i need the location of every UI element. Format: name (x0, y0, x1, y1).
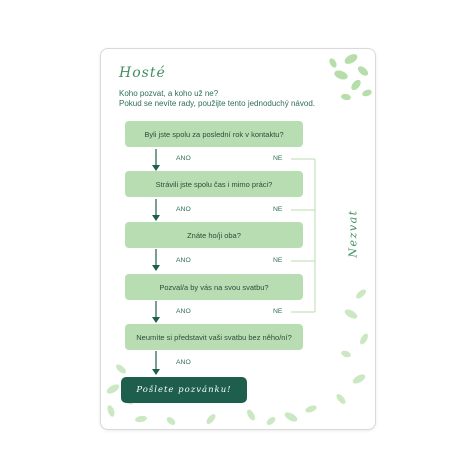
intro-line-1: Koho pozvat, a koho už ne? (119, 89, 219, 98)
question-3: Znáte ho/ji oba? (125, 222, 303, 248)
guest-guide-card (100, 48, 376, 430)
no-label: NE (273, 257, 283, 264)
question-2: Strávili jste spolu čas i mimo práci? (125, 171, 303, 197)
yes-label: ANO (176, 257, 191, 264)
do-not-invite-label: Nezvat (346, 209, 360, 258)
yes-label: ANO (176, 308, 191, 315)
intro-line-2: Pokud se nevíte rady, použijte tento jednoduchý návod. (119, 99, 315, 108)
question-1: Byli jste spolu za poslední rok v kontaktu? (125, 121, 303, 147)
yes-label: ANO (176, 155, 191, 162)
no-label: NE (273, 308, 283, 315)
final-result: Pošlete pozvánku! (121, 377, 247, 403)
question-5: Neumíte si představit vaši svatbu bez něho/ní? (125, 324, 303, 350)
yes-label: ANO (176, 206, 191, 213)
no-label: NE (273, 206, 283, 213)
page-title: Hosté (119, 65, 166, 81)
yes-label: ANO (176, 359, 191, 366)
question-4: Pozval/a by vás na svou svatbu? (125, 274, 303, 300)
no-label: NE (273, 155, 283, 162)
